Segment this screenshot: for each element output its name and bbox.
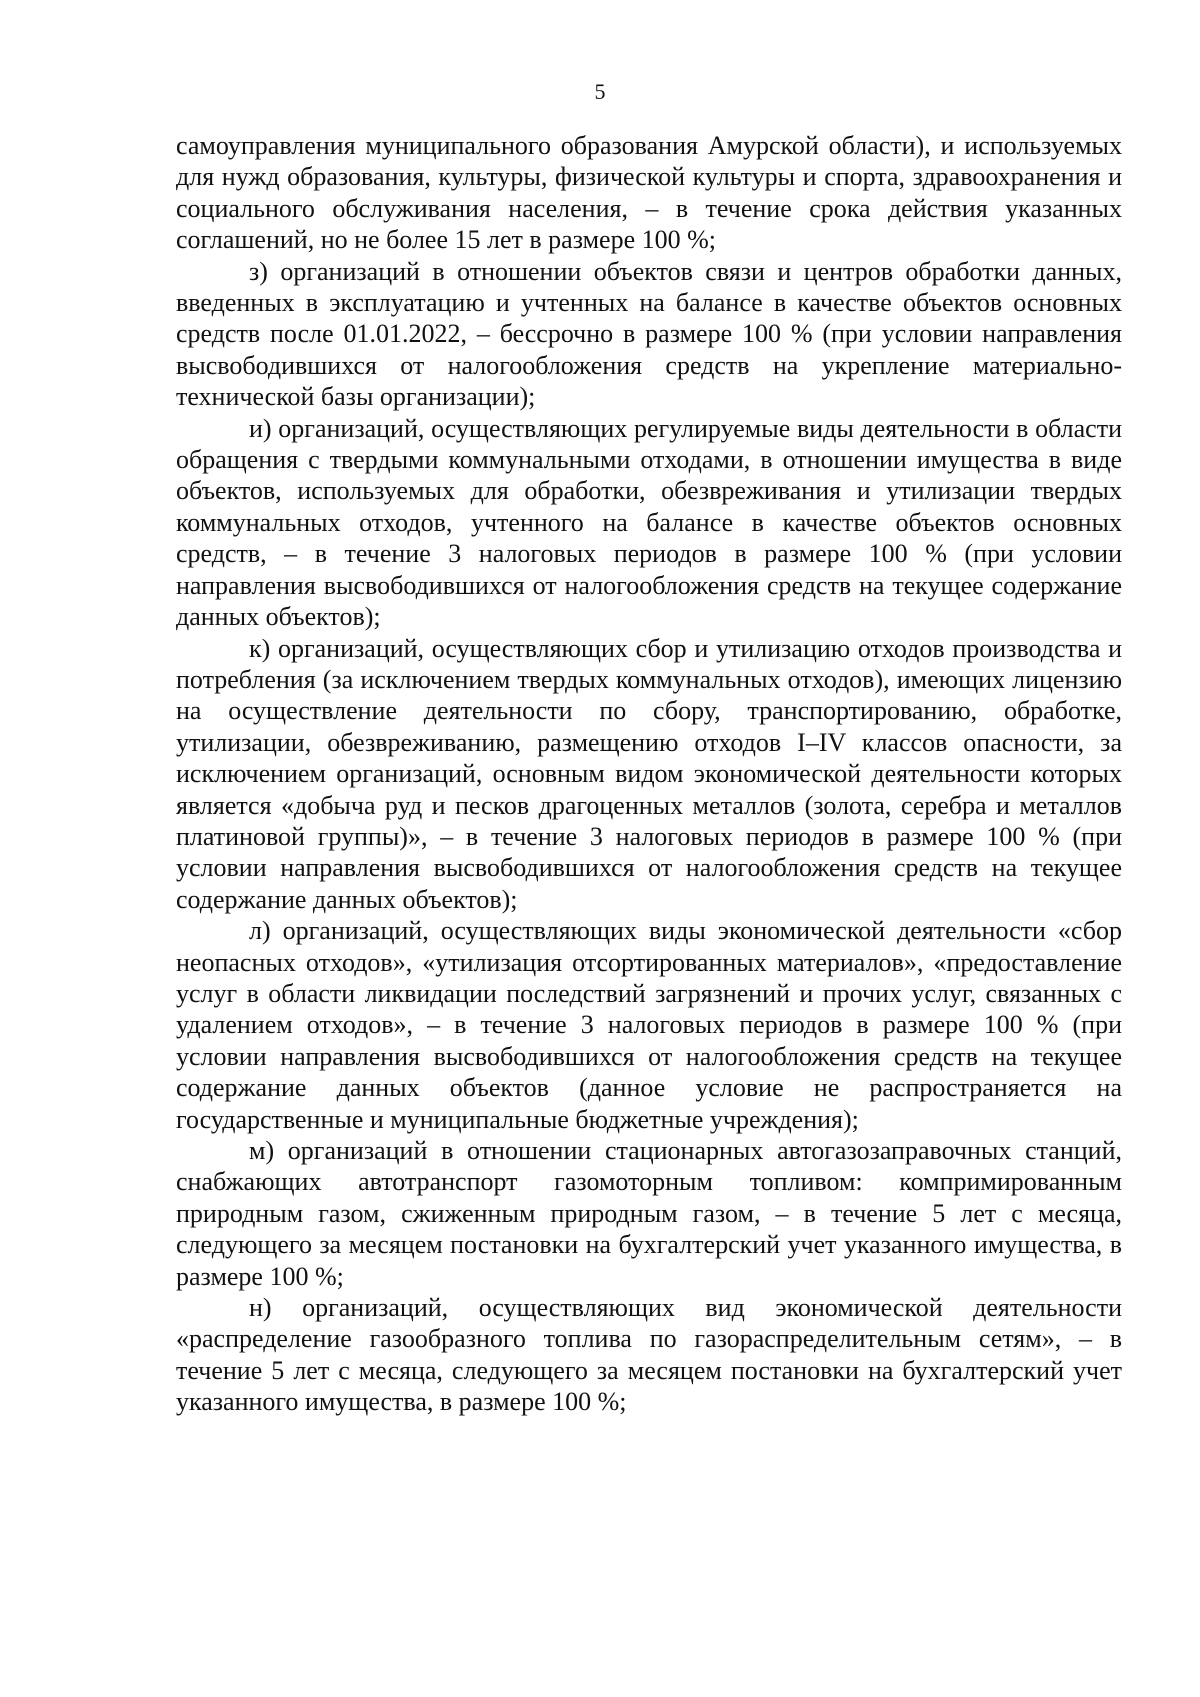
page-number: 5 bbox=[594, 79, 606, 104]
paragraph-item-n: н) организаций, осуществляющих вид экономической деятельности «распределение газообразного топлива по газораспределительным сетям», – в течение 5 лет с месяца, следующего за месяцем постановки на бухгалтерский учет указанного имущества, в размере 100 %; bbox=[176, 1293, 1122, 1417]
paragraph-item-m: м) организаций в отношении стационарных автогазозаправочных станций, снабжающих автотранспорт газомоторным топливом: компримированным природным газом, сжиженным природным газом, – в течение 5 лет с месяца, следующего за месяцем постановки на бухгалтерский учет указанного имущества, в размере 100 %; bbox=[176, 1136, 1122, 1291]
paragraph-item-z: з) организаций в отношении объектов связи и центров обработки данных, введенных в эксплуатацию и учтенных на балансе в качестве объектов основных средств после 01.01.2022, – бессрочно в размере 100 % (при условии направления высвободившихся от налогообложения средств на укрепление материально-технической базы организации); bbox=[176, 256, 1122, 412]
document-body bbox=[176, 130, 1122, 1418]
paragraph-item-k: к) организаций, осуществляющих сбор и утилизацию отходов производства и потребления (за исключением твердых коммунальных отходов), имеющих лицензию на осуществление деятельности по сбору, транспортированию, обработке, утилизации, обезвреживанию, размещению отходов I–IV классов опасности, за исключением организаций, основным видом экономической деятельности которых является «добыча руд и песков драгоценных металлов (золота, серебра и металлов платиновой группы)», – в течение 3 налоговых периодов в размере 100 % (при условии направления высвободившихся от налогообложения средств на текущее содержание данных объектов); bbox=[176, 633, 1122, 914]
paragraph-item-i: и) организаций, осуществляющих регулируемые виды деятельности в области обращения с твердыми коммунальными отходами, в отношении имущества в виде объектов, используемых для обработки, обезвреживания и утилизации твердых коммунальных отходов, учтенного на балансе в качестве объектов основных средств, – в течение 3 налоговых периодов в размере 100 % (при условии направления высвободившихся от налогообложения средств на текущее содержание данных объектов); bbox=[176, 413, 1122, 632]
paragraph-item-l: л) организаций, осуществляющих виды экономической деятельности «сбор неопасных отходов», «утилизация отсортированных материалов», «предоставление услуг в области ликвидации последствий загрязнений и прочих услуг, связанных с удалением отходов», – в течение 3 налоговых периодов в размере 100 % (при условии направления высвободившихся от налогообложения средств на текущее содержание данных объектов (данное условие не распространяется на государственные и муниципальные бюджетные учреждения); bbox=[176, 916, 1122, 1134]
paragraph-continuation: самоуправления муниципального образования Амурской области), и используемых для нужд образования, культуры, физической культуры и спорта, здравоохранения и социального обслуживания населения, – в течение срока действия указанных соглашений, но не более 15 лет в размере 100 %; bbox=[176, 131, 1122, 255]
